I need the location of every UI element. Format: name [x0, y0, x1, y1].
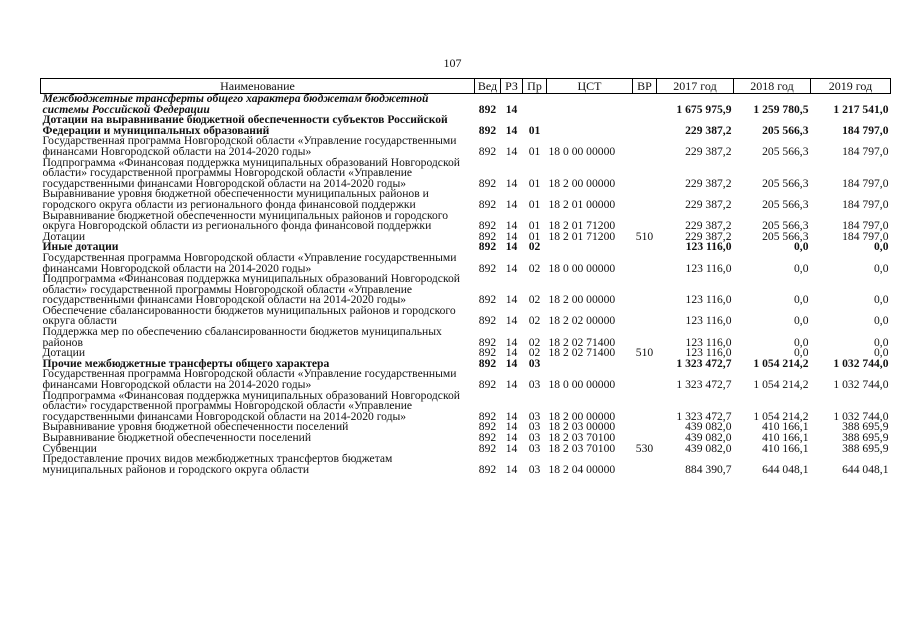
row-cst: 18 0 00 00000 [548, 261, 616, 275]
row-ved: 892 [478, 314, 497, 328]
row-ved: 892 [478, 420, 497, 434]
row-cst: 18 2 03 70100 [548, 431, 616, 444]
row-value-2019: 1 032 744,0 [833, 378, 889, 392]
row-value-2018: 205 566,3 [762, 144, 809, 158]
row-pr: 03 [528, 420, 541, 434]
header-cst: ЦСТ [547, 79, 633, 94]
row-rz: 14 [505, 431, 518, 444]
row-cst [547, 94, 633, 116]
row-name: Иные дотации [42, 240, 119, 254]
row-name: Дотации [42, 346, 86, 360]
row-value-2018: 205 566,3 [762, 123, 809, 137]
table-row [41, 454, 891, 475]
row-ved: 892 [478, 197, 497, 211]
row-name: Выравнивание бюджетной обеспеченности муниципальных районов и городского округа Новгородской области из регионального фонда финансовой поддержки [42, 208, 449, 233]
row-value-2019: 184 797,0 [842, 219, 889, 233]
row-value-2019: 1 032 744,0 [833, 409, 889, 423]
row-name: Государственная программа Новгородской области «Управление государственными финансами Новгородской области на 2014-2020 годы» [42, 134, 457, 158]
row-value-2017: 229 387,2 [685, 144, 732, 158]
row-ved: 892 [478, 229, 497, 243]
row-cst: 18 0 00 00000 [548, 144, 616, 158]
header-rz: РЗ [501, 79, 523, 94]
row-rz: 14 [505, 144, 518, 158]
row-vr [633, 327, 657, 348]
row-vr [633, 359, 657, 370]
row-rz: 14 [505, 219, 518, 233]
table-row [41, 274, 891, 306]
row-value-2017: 439 082,0 [685, 441, 732, 455]
table-row [41, 391, 891, 423]
row-pr: 03 [528, 441, 541, 455]
row-rz: 14 [505, 335, 518, 349]
row-pr: 01 [528, 144, 541, 158]
row-vr [633, 158, 657, 190]
row-pr: 01 [528, 219, 541, 233]
header-2019: 2019 год [811, 79, 891, 94]
row-value-2018: 410 166,1 [762, 441, 809, 455]
row-pr: 02 [528, 293, 541, 307]
row-vr [633, 189, 657, 210]
row-cst [547, 359, 633, 370]
row-value-2018: 0,0 [794, 346, 809, 360]
row-name: Государственная программа Новгородской области «Управление государственными финансами Новгородской области на 2014-2020 годы» [42, 250, 457, 275]
row-pr [523, 94, 547, 116]
row-value-2019: 388 695,9 [842, 441, 889, 455]
row-ved: 892 [478, 102, 497, 116]
row-ved: 892 [478, 240, 497, 254]
budget-table [40, 78, 891, 475]
header-pr: Пр [523, 79, 547, 94]
row-value-2018: 0,0 [794, 240, 809, 254]
row-rz: 14 [505, 197, 518, 211]
row-value-2019: 0,0 [874, 346, 889, 360]
header-ved: Вед [475, 79, 501, 94]
row-value-2019: 184 797,0 [842, 144, 889, 158]
row-rz: 14 [505, 293, 518, 307]
row-name: Субвенции [42, 441, 97, 455]
row-ved: 892 [478, 144, 497, 158]
page-number: 107 [443, 56, 462, 70]
row-value-2017: 123 116,0 [685, 335, 732, 349]
row-pr: 02 [528, 240, 541, 254]
table-row [41, 115, 891, 136]
table-row [41, 136, 891, 157]
row-vr [633, 211, 657, 232]
row-value-2017: 123 116,0 [685, 314, 732, 328]
row-ved: 892 [478, 356, 497, 370]
row-vr [633, 253, 657, 274]
row-value-2019: 0,0 [874, 335, 889, 349]
row-name: Предоставление прочих видов межбюджетных трансфертов бюджетам муниципальных районов и городского округа области [42, 452, 393, 476]
row-vr [633, 242, 657, 253]
row-value-2018: 410 166,1 [762, 420, 809, 434]
row-cst: 18 2 01 71200 [548, 219, 616, 233]
row-ved: 892 [478, 261, 497, 275]
row-name: Подпрограмма «Финансовая поддержка муниципальных образований Новгородской области» государственной программы Новгородской области «Управление государственными финансами Новгородской области на 2014-2020 годы» [42, 155, 460, 190]
row-pr: 02 [528, 335, 541, 349]
row-ved: 892 [478, 409, 497, 423]
row-cst: 18 2 01 71200 [548, 229, 616, 243]
row-pr: 03 [528, 356, 541, 370]
row-value-2019: 388 695,9 [842, 431, 889, 444]
row-vr [633, 391, 657, 423]
table-row [41, 327, 891, 348]
row-cst: 18 2 00 00000 [548, 293, 616, 307]
row-value-2017: 1 323 472,7 [676, 356, 732, 370]
row-cst: 18 2 02 00000 [548, 314, 616, 328]
row-value-2019: 388 695,9 [842, 420, 889, 434]
table-row [41, 158, 891, 190]
row-value-2017: 123 116,0 [685, 240, 732, 254]
row-cst: 18 2 00 00000 [548, 409, 616, 423]
row-value-2017: 439 082,0 [685, 431, 732, 444]
row-value-2017: 123 116,0 [685, 293, 732, 307]
row-cst: 18 2 02 71400 [548, 335, 616, 349]
row-rz: 14 [505, 409, 518, 423]
row-name: Поддержка мер по обеспечению сбалансированности бюджетов муниципальных районов [42, 325, 442, 349]
row-value-2019: 0,0 [874, 293, 889, 307]
table-row [41, 253, 891, 274]
row-rz: 14 [505, 102, 518, 116]
row-rz: 14 [505, 261, 518, 275]
row-name: Обеспечение сбалансированности бюджетов муниципальных районов и городского округа области [42, 303, 456, 328]
header-name: Наименование [41, 79, 475, 94]
row-value-2018: 0,0 [794, 293, 809, 307]
row-rz: 14 [505, 176, 518, 190]
row-vr [633, 306, 657, 327]
row-value-2018: 644 048,1 [762, 462, 809, 476]
row-name: Выравнивание уровня бюджетной обеспеченности муниципальных районов и городского округа области из регионального фонда финансовой поддержки [42, 187, 429, 211]
row-rz: 14 [505, 462, 518, 476]
row-ved: 892 [478, 346, 497, 360]
row-value-2018: 0,0 [794, 314, 809, 328]
row-ved: 892 [478, 219, 497, 233]
row-cst: 18 2 03 70100 [548, 441, 616, 455]
row-name: Выравнивание бюджетной обеспеченности поселений [42, 431, 312, 444]
row-value-2018: 0,0 [794, 261, 809, 275]
row-pr: 03 [528, 409, 541, 423]
row-pr: 02 [528, 346, 541, 360]
row-value-2017: 439 082,0 [685, 420, 732, 434]
row-vr [633, 454, 657, 475]
row-pr: 02 [528, 314, 541, 328]
row-rz: 14 [505, 420, 518, 434]
row-pr: 02 [528, 261, 541, 275]
row-ved: 892 [478, 123, 497, 137]
row-value-2017: 123 116,0 [685, 346, 732, 360]
row-value-2019: 1 032 744,0 [833, 356, 889, 370]
row-vr: 530 [635, 441, 654, 455]
row-value-2018: 205 566,3 [762, 219, 809, 233]
row-value-2017: 1 323 472,7 [676, 409, 732, 423]
row-ved: 892 [478, 335, 497, 349]
row-value-2019: 644 048,1 [842, 462, 889, 476]
row-pr: 01 [528, 176, 541, 190]
row-value-2019: 184 797,0 [842, 176, 889, 190]
row-vr [633, 136, 657, 157]
row-value-2017: 229 387,2 [685, 197, 732, 211]
row-name: Прочие межбюджетные трансферты общего характера [42, 356, 330, 370]
row-pr: 01 [528, 123, 541, 137]
row-value-2018: 1 054 214,2 [753, 378, 809, 392]
row-pr: 03 [528, 462, 541, 476]
row-name: Подпрограмма «Финансовая поддержка муниципальных образований Новгородской области» государственной программы Новгородской области «Управление государственными финансами Новгородской области на 2014-2020 годы» [42, 272, 460, 307]
row-cst: 18 0 00 00000 [548, 378, 616, 392]
row-value-2018: 1 054 214,2 [753, 356, 809, 370]
row-rz: 14 [505, 346, 518, 360]
row-cst [547, 115, 633, 136]
row-rz: 14 [505, 356, 518, 370]
row-name: Дотации на выравнивание бюджетной обеспеченности субъектов Российской Федерации и муниципальных образований [42, 113, 448, 137]
row-rz: 14 [505, 314, 518, 328]
row-rz: 14 [505, 441, 518, 455]
row-rz: 14 [505, 229, 518, 243]
row-value-2017: 229 387,2 [685, 229, 732, 243]
row-name: Подпрограмма «Финансовая поддержка муниципальных образований Новгородской области» государственной программы Новгородской области «Управление государственными финансами Новгородской области на 2014-2020 годы» [42, 388, 460, 423]
row-value-2019: 184 797,0 [842, 197, 889, 211]
row-vr [633, 422, 657, 433]
row-name: Выравнивание уровня бюджетной обеспеченности поселений [42, 420, 349, 434]
row-value-2018: 205 566,3 [762, 197, 809, 211]
row-ved: 892 [478, 431, 497, 444]
row-name: Государственная программа Новгородской области «Управление государственными финансами Новгородской области на 2014-2020 годы» [42, 367, 457, 392]
row-value-2019: 184 797,0 [842, 123, 889, 137]
row-value-2019: 0,0 [874, 240, 889, 254]
row-value-2017: 229 387,2 [685, 123, 732, 137]
row-rz: 14 [505, 378, 518, 392]
table-row [41, 94, 891, 116]
row-cst [547, 242, 633, 253]
row-cst: 18 2 01 00000 [548, 197, 616, 211]
row-value-2018: 410 166,1 [762, 431, 809, 444]
row-value-2017: 884 390,7 [685, 462, 732, 476]
table-row [41, 369, 891, 390]
row-value-2017: 123 116,0 [685, 261, 732, 275]
table-row [41, 189, 891, 210]
row-value-2018: 1 054 214,2 [753, 409, 809, 423]
row-value-2019: 0,0 [874, 261, 889, 275]
row-value-2017: 229 387,2 [685, 176, 732, 190]
row-ved: 892 [478, 462, 497, 476]
table-body [41, 94, 891, 476]
row-value-2018: 205 566,3 [762, 176, 809, 190]
row-value-2017: 229 387,2 [685, 219, 732, 233]
row-pr: 03 [528, 431, 541, 444]
row-ved: 892 [478, 293, 497, 307]
row-ved: 892 [478, 378, 497, 392]
row-cst: 18 2 00 00000 [548, 176, 616, 190]
row-cst: 18 2 04 00000 [548, 462, 616, 476]
row-value-2017: 1 675 975,9 [676, 102, 732, 116]
row-value-2018: 0,0 [794, 335, 809, 349]
table-row [41, 306, 891, 327]
row-name: Межбюджетные трансферты общего характера бюджетам бюджетной системы Российской Федерации [42, 92, 429, 116]
row-vr: 510 [635, 229, 654, 243]
row-cst: 18 2 03 00000 [548, 420, 616, 434]
row-vr [633, 369, 657, 390]
row-value-2018: 205 566,3 [762, 229, 809, 243]
row-rz: 14 [505, 240, 518, 254]
row-rz: 14 [505, 123, 518, 137]
row-pr: 01 [528, 197, 541, 211]
row-cst: 18 2 02 71400 [548, 346, 616, 360]
header-2018: 2018 год [734, 79, 811, 94]
row-vr [633, 274, 657, 306]
row-pr: 01 [528, 229, 541, 243]
row-value-2018: 1 259 780,5 [753, 102, 809, 116]
table-row [41, 232, 891, 243]
header-2017: 2017 год [657, 79, 734, 94]
row-ved: 892 [478, 441, 497, 455]
row-ved: 892 [478, 176, 497, 190]
header-vr: ВР [633, 79, 657, 94]
row-value-2019: 0,0 [874, 314, 889, 328]
row-vr [633, 94, 657, 116]
row-value-2019: 1 217 541,0 [833, 102, 889, 116]
row-vr [633, 115, 657, 136]
row-value-2017: 1 323 472,7 [676, 378, 732, 392]
table-row [41, 211, 891, 232]
row-pr: 03 [528, 378, 541, 392]
row-value-2019: 184 797,0 [842, 229, 889, 243]
row-vr: 510 [635, 346, 654, 360]
row-name: Дотации [42, 229, 86, 243]
